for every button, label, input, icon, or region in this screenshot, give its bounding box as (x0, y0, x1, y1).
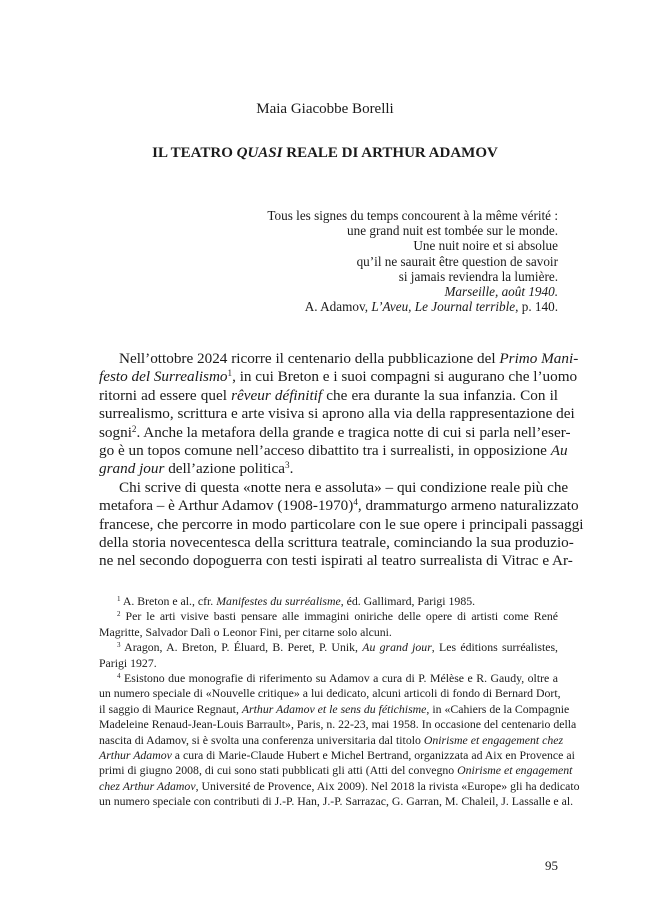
footnote-line: Parigi 1927. (99, 655, 157, 670)
text-run: , Les éditions surréalistes, (431, 640, 558, 655)
italic-run: Au grand jour (362, 640, 432, 655)
footnote-number: 3 (117, 641, 121, 650)
title-emphasis: QUASI (236, 145, 283, 161)
footnotes (99, 594, 580, 809)
footnote-line (99, 732, 564, 748)
text-run: , éd. Gallimard, Parigi 1985. (340, 594, 476, 608)
text-run: sogni (99, 423, 132, 441)
italic-run: grand jour (99, 460, 165, 478)
footnote-3 (99, 640, 558, 655)
footnote-line (99, 747, 575, 763)
title-part: IL TEATRO (152, 145, 237, 161)
text-run: metafora – è Arthur Adamov (1908-1970) (99, 497, 354, 515)
text-run: a cura di Marie-Claude Hubert e Michel Bertrand, organizzata ad Aix en Provence ai (171, 747, 575, 762)
italic-run: Arthur Adamov (99, 747, 172, 762)
footnote-ref[interactable]: 2 (131, 423, 137, 434)
body-line (99, 497, 579, 515)
footnote-line (99, 778, 580, 794)
epigraph (178, 208, 558, 314)
text-run: Aragon, A. Breton, P. Éluard, B. Peret, P. Unik, (120, 640, 363, 655)
body-line (99, 460, 558, 478)
italic-run: Au (550, 441, 568, 459)
text-run: . Anche la metafora della grande e tragica notte di cui si parla nell’eser- (136, 423, 571, 441)
text-run: primi di giugno 2008, di cui sono stati pubblicati gli atti (Atti del convegno (99, 763, 458, 778)
text-run: go è un topos comune nell’acceso dibattito tra i surrealisti, in opposizione (99, 441, 551, 459)
body-line: ne nel secondo dopoguerra con testi ispirati al teatro surrealista di Vitrac e Ar- (99, 552, 573, 570)
italic-run: Arthur Adamov et le sens du fétichisme (241, 701, 427, 716)
footnote-line: Magritte, Salvador Dalì o Leonor Fini, per citarne solo alcuni. (99, 624, 392, 639)
body-line: della storia novecentesca della scrittura teatrale, cominciando la sua produzio- (99, 533, 574, 551)
text-run: . (289, 460, 294, 478)
text-run: dell’azione politica (164, 460, 286, 478)
epigraph-source-author: A. Adamov, (304, 299, 372, 315)
italic-run: Onirisme et engagement (457, 763, 573, 778)
text-run: ritorni ad essere quel (99, 386, 232, 404)
epigraph-line: une grand nuit est tombée sur le monde. (347, 223, 558, 239)
footnote-1 (99, 594, 558, 609)
epigraph-line: si jamais reviendra la lumière. (398, 268, 558, 284)
footnote-line: Madeleine Renaud-Jean-Louis Barrault», Paris, n. 22-23, mai 1958. In occasione del centenario della (99, 717, 577, 732)
epigraph-place-date-text: Marseille, août 1940. (444, 284, 558, 300)
epigraph-source-page: , p. 140. (515, 299, 558, 315)
epigraph-line: Une nuit noire et si absolue (413, 238, 558, 254)
footnote-number: 2 (117, 610, 121, 619)
page-number: 95 (545, 858, 558, 873)
footnote-number: 1 (117, 595, 121, 604)
text-run: A. Breton e al., cfr. (120, 594, 217, 608)
text-run: nascita di Adamov, si è svolta una conferenza universitaria dal titolo (99, 732, 424, 747)
footnote-4 (99, 671, 558, 686)
body-line (99, 387, 558, 405)
footnote-ref[interactable]: 3 (285, 460, 290, 471)
text-run: , in «Cahiers de la Compagnie (426, 701, 570, 716)
epigraph-place-date (178, 284, 558, 299)
italic-run: Onirisme et engagement chez (423, 732, 564, 747)
text-run: , in cui Breton e i suoi compagni si augurano che l’uomo (232, 368, 578, 386)
text-run: , Université de Provence, Aix 2009). Nel 2018 la rivista «Europe» gli ha dedicato (195, 778, 580, 793)
body-line: surrealismo, scrittura e arte visiva si aprono alla via della rappresentazione dei (99, 405, 575, 423)
body-text (99, 350, 584, 571)
italic-run: festo del Surrealismo (99, 368, 228, 386)
italic-run: Manifestes du surréalisme (216, 594, 341, 608)
epigraph-source-work: L’Aveu, Le Journal terrible (371, 299, 516, 315)
body-line (99, 423, 571, 442)
body-line: Chi scrive di questa «notte nera e assoluta» – qui condizione reale più che (119, 478, 569, 496)
text-run: il saggio di Maurice Regnaut, (99, 701, 242, 716)
footnote-line: un numero speciale con contributi di J.-P. Han, J.-P. Sarrazac, G. Garran, M. Chaleil, J. Lassalle e al. (99, 794, 574, 809)
epigraph-line: Tous les signes du temps concourent à la même vérité : (267, 208, 558, 223)
footnote-ref[interactable]: 4 (353, 497, 358, 508)
italic-run: chez Arthur Adamov (99, 778, 196, 793)
italic-run: rêveur définitif (231, 386, 323, 404)
text-run: Nell’ottobre 2024 ricorre il centenario della pubblicazione del (119, 350, 500, 367)
article-title (0, 145, 650, 162)
title-part: REALE DI ARTHUR ADAMOV (282, 145, 498, 161)
text-run: che era durante la sua infanzia. Con il (322, 386, 559, 404)
author-name: Maia Giacobbe Borelli (256, 101, 394, 117)
text-run: Per le arti visive basti pensare alle immagini oniriche delle opere di artisti come René (120, 609, 558, 624)
footnote-line: un numero speciale di «Nouvelle critique» a lui dedicato, alcuni articoli di fondo di Bernard Dort, (99, 686, 561, 701)
body-line (99, 441, 568, 460)
italic-run: Primo Mani- (499, 350, 579, 367)
footnote-line (99, 701, 570, 717)
epigraph-source (178, 299, 558, 314)
footnote-number: 4 (117, 672, 121, 681)
body-line: francese, che percorre in modo particolare con le sue opere i principali passaggi (99, 515, 584, 533)
body-line (99, 350, 579, 368)
footnote-2 (99, 609, 558, 624)
body-line (99, 368, 578, 386)
text-run: Esistono due monografie di riferimento su Adamov a cura di P. Mélèse e R. Gaudy, oltre a (120, 670, 558, 685)
text-run: , drammaturgo armeno naturalizzato (357, 497, 579, 515)
footnote-line (99, 763, 573, 778)
footnote-ref[interactable]: 1 (227, 368, 233, 379)
epigraph-line: qu’il ne saurait être question de savoir (356, 253, 558, 269)
